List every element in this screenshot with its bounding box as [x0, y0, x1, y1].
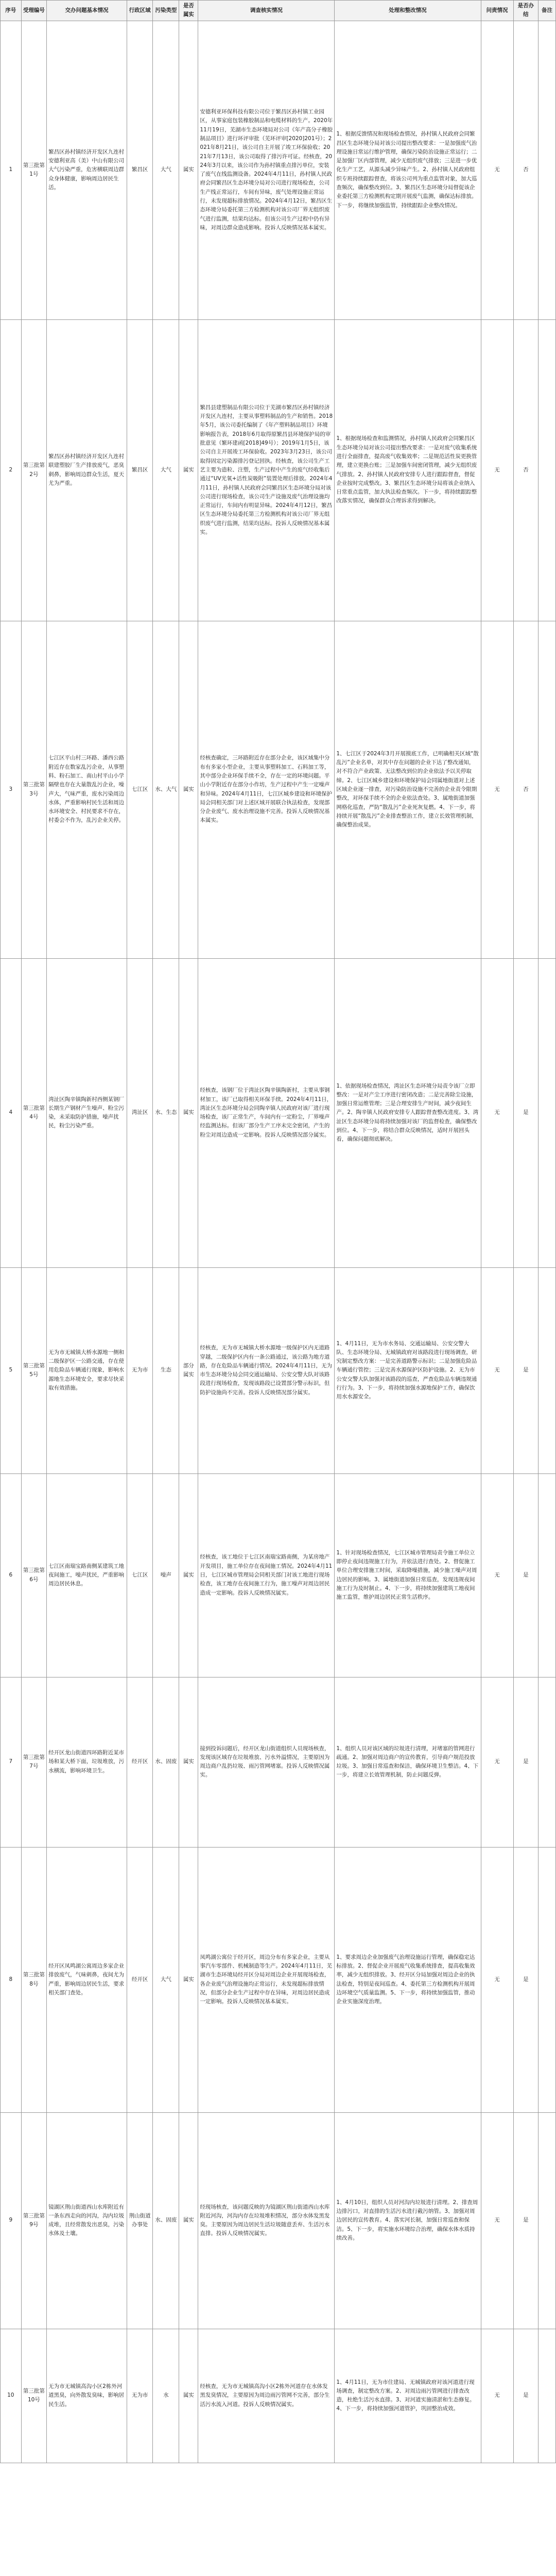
row-issue: 无为市无城镇大桥水源地一侧和二级保护区一公路交通，存在使用危险品车辆通行现象，影响水源地生态环境安全，要求尽快采取有效措施。: [47, 1267, 127, 1473]
row-handling: 1、七江区于2024年3月开展摸底工作，已明确相关区域“散乱污”企业名单，对其中存在问题的企业下达了整改通知，对不符合产业政策、无法整改到位的企业依法予以关停取缔。2、七江区城乡建设和环境保护局会同属地街道对上述区域企业逐一排查，对污染防治设施不完善的企业责令限期整改，对环保手续不全的企业依法查处。3、属地街道加强网格化巡查，严防“散乱污”企业死灰复燃。4、下一步，将持续开展“散乱污”企业排查整治工作，建立长效管理机制，确保整治成果。: [335, 621, 481, 958]
row-accountability: 无: [481, 319, 513, 621]
row-note: [538, 1267, 556, 1473]
table-row: [1, 621, 556, 958]
row-closed: 是: [513, 2112, 538, 2329]
table-row: [1, 2329, 556, 2463]
row-region: 经开区: [127, 1847, 153, 2112]
row-investigation: 经现场核查，该问题反映的为镜湖区荆山街道西山水库附近河沟，河沟内存在垃圾堆积情况，部分水体发黑发臭。主要原因为周边居民生活垃圾随意丢弃、生活污水直排。投诉人反映情况属实。: [198, 2112, 335, 2329]
row-handling: 1、要求周边企业加强废气治理设施运行管理，确保稳定达标排放。2、督促企业开展废气收集系统排查，提高收集效率，减少无组织排放。3、经开区分局加强对周边企业的执法检查，特别是夜间巡查。4、委托第三方检测机构开展周边环境空气质量监测。5、下一步，将持续加强监管，推动企业实施深度治理。: [335, 1847, 481, 2112]
row-type: 水、固废: [153, 2112, 179, 2329]
table-row: [1, 319, 556, 621]
table-row: [1, 1267, 556, 1473]
row-issue: 经开区龙山街道四环路附近某市场和某大桥下面，垃圾堆放，污水横流，影响环境卫生。: [47, 1677, 127, 1847]
row-issue: 经开区凤鸣湖公寓周边多家企业排放废气，气味刺鼻，夜间尤为严重，影响周边居民生活，要求相关部门查处。: [47, 1847, 127, 2112]
row-handling: 1、4月10日，组织人员对河沟内垃圾进行清理。2、排查周边排污口，对直排的生活污水进行截污纳管。3、加强对周边居民的宣传教育。4、落实河长制，加强日常巡查和保洁。5、下一步，将实施水环境综合治理，确保水体水质持续改善。: [335, 2112, 481, 2329]
row-true: 属实: [179, 2329, 198, 2463]
row-closed: 是: [513, 2329, 538, 2463]
row-handling: 1、针对现场检查情况，七江区城市管理局责令施工单位立即停止夜间违规施工行为，并依法进行查处。2、督促施工单位合理安排施工时间，采取降噪措施，减少施工噪声对周边居民的影响。3、属地街道加强日常巡查，发现违规夜间施工行为及时制止。4、下一步，将持续加强建筑工地夜间施工监管，维护周边居民正常生活秩序。: [335, 1473, 481, 1677]
row-closed: 是: [513, 1847, 538, 2112]
row-region: 繁昌区: [127, 21, 153, 319]
header-type: 污染类型: [153, 1, 179, 21]
row-investigation: 经核查，该工地位于七江区南瑞宝路南侧，为某房地产开发项目，施工单位存在夜间施工情况。2024年4月11日，七江区城市管理局会同相关部门对该工地进行现场检查，该工地存在夜间施工行为，施工噪声对周边居民造成一定影响。投诉人反映情况属实。: [198, 1473, 335, 1677]
row-investigation: 经核查确定，三环路附近存在部分企业，该区域集中分布有多家小型企业，主要从事塑料加工、石料加工等，其中部分企业环保手续不全，存在一定的环境问题。平山小学附近存在部分小作坊，生产过程中产生一定噪声和异味。2024年4月11日，七江区城乡建设和环境保护局会同相关部门对上述区域开展联合执法检查，发现部分企业废气、废水治理设施不完善。投诉人反映情况基本属实。: [198, 621, 335, 958]
row-note: [538, 2329, 556, 2463]
row-region: 七江区: [127, 621, 153, 958]
row-accountability: 无: [481, 1267, 513, 1473]
row-closed: 是: [513, 1677, 538, 1847]
row-closed: 是: [513, 1473, 538, 1677]
row-id: 第三批第8号: [21, 1847, 47, 2112]
row-true: 属实: [179, 1473, 198, 1677]
row-accountability: 无: [481, 1677, 513, 1847]
row-region: 湾沚区: [127, 958, 153, 1267]
row-true: 属实: [179, 1677, 198, 1847]
row-issue: 七江区南瑞宝路南侧某建筑工地夜间施工，噪声扰民，严重影响周边居民休息。: [47, 1473, 127, 1677]
row-no: 1: [1, 21, 22, 319]
row-type: 大气: [153, 1847, 179, 2112]
row-note: [538, 1847, 556, 2112]
header-closed: 是否办结: [513, 1, 538, 21]
table-row: [1, 1677, 556, 1847]
row-note: [538, 2112, 556, 2329]
row-investigation: 经核查，无为市无城镇大桥水源地一级保护区内无道路穿越，二级保护区内有一条公路通过，该公路为地方道路，存在危险品车辆通行情况。2024年4月11日，无为市生态环境分局会同交通运输局、公安交警大队对该路段进行现场检查，发现该路段已设置部分警示标识，但防护设施尚不完善。投诉人反映情况部分属实。: [198, 1267, 335, 1473]
table-row: [1, 1847, 556, 2112]
row-issue: 七江区平山村三环路、潘西公路附近存在数家乱污企业，从事塑料、粉石加工、南山村平山小学隔壁也存在大量散乱污企业，噪声大，气味严重，废水污染周边水体，严重影响村民生活和周边水环境安全、村民要求不存在，村委会不作为，乱污企业关停。: [47, 621, 127, 958]
row-id: 第三批第5号: [21, 1267, 47, 1473]
row-note: [538, 21, 556, 319]
row-id: 第三批第9号: [21, 2112, 47, 2329]
row-closed: 否: [513, 21, 538, 319]
row-id: 第三批第1号: [21, 21, 47, 319]
row-region: 经开区: [127, 1677, 153, 1847]
row-region: 无为市: [127, 1267, 153, 1473]
header-issue: 交办问题基本情况: [47, 1, 127, 21]
row-no: 6: [1, 1473, 22, 1677]
row-note: [538, 621, 556, 958]
row-no: 9: [1, 2112, 22, 2329]
row-handling: 1、依据现场检查情况，湾沚区生态环境分局责令该厂立即整改：一是对产尘工序进行密闭改造；二是完善除尘设施，加强日常运维管理；三是合理安排生产时间，减少夜间生产。2、陶辛镇人民政府安排专人跟踪督查整改进度。3、湾沚区生态环境分局将持续加强对该厂的监督检查，确保整改到位。4、下一步，将结合群众反映情况，适时开展回头看，确保问题彻底解决。: [335, 958, 481, 1267]
row-region: 七江区: [127, 1473, 153, 1677]
row-accountability: 无: [481, 21, 513, 319]
row-true: 部分属实: [179, 1267, 198, 1473]
row-handling: 1、根据现场检查和监测情况，孙村镇人民政府会同繁昌区生态环境分局对该公司提出整改要求：一是对废气收集系统进行全面排查，提高废气收集效率；二是规范活性炭更换管理，建立更换台账；三是加强车间密闭管理，减少无组织废气排放。2、孙村镇人民政府安排专人进行跟踪督查，督促企业按时完成整改。3、繁昌区生态环境分局将该企业纳入日常重点监管，加大执法检查频次。下一步，将持续跟踪整改落实情况，确保群众合理诉求得到解决。: [335, 319, 481, 621]
header-true: 是否属实: [179, 1, 198, 21]
header-row: [1, 1, 556, 21]
row-accountability: 无: [481, 2329, 513, 2463]
row-handling: 1、组织人员对该区域的垃圾进行清理，对堵塞的管网进行疏通。2、加强对周边商户的宣传教育，引导商户规范投放垃圾。3、加强日常巡查和保洁，确保环境卫生整洁。4、下一步，将建立长效管理机制，防止问题反弹。: [335, 1677, 481, 1847]
row-no: 10: [1, 2329, 22, 2463]
row-type: 噪声: [153, 1473, 179, 1677]
row-region: 繁昌区: [127, 319, 153, 621]
row-accountability: 无: [481, 1847, 513, 2112]
header-no: 序号: [1, 1, 22, 21]
row-note: [538, 958, 556, 1267]
row-true: 属实: [179, 21, 198, 319]
row-true: 属实: [179, 319, 198, 621]
row-no: 2: [1, 319, 22, 621]
row-region: 无为市: [127, 2329, 153, 2463]
table-row: [1, 958, 556, 1267]
row-issue: 繁昌区孙村镇经济开发区九连村联建塑胶厂生产排放废气，恶臭刺鼻，影响周边群众生活，夏天尤为严重。: [47, 319, 127, 621]
row-accountability: 无: [481, 958, 513, 1267]
row-handling: 1、4月11日，无为市住建局、无城镇政府对该河道进行现场调查，制定整改方案。2、对周边雨污管网进行排查改造，杜绝生活污水直排。3、对河道实施清淤和生态修复。4、下一步，将持续加强河道管护，巩固整治成效。: [335, 2329, 481, 2463]
header-region: 行政区域: [127, 1, 153, 21]
row-closed: 否: [513, 621, 538, 958]
row-investigation: 接到投诉问题后，经开区龙山街道组织人员现场核查，发现该区域存在垃圾堆放、污水外溢情况，主要原因为周边商户乱扔垃圾、雨污管网堵塞。投诉人反映情况属实。: [198, 1677, 335, 1847]
row-id: 第三批第7号: [21, 1677, 47, 1847]
row-investigation: 安德利亚环保科技有限公司位于繁昌区孙村镇工业园区，从事家庭包装橡胶制品和电缆材料的生产。2020年11月19日，芜湖市生态环境局对公司《年产高分子橡胶制品项目》进行环评审批（芜环评审[2020]201号）；2021年8月21日，该公司自主开展了竣工环保验收；2021年7月13日，该公司取得了排污许可证。经核查，2024年3月以来，该公司作为孙村镇重点排污单位，安装了废气在线监测设备。2024年4月11日，孙村镇人民政府会同繁昌区生态环境分局对公司进行现场检查，公司生产线正常运行，车间有异味，废气处理设施正常运行，未发现超标排放情况。2024年4月12日，繁昌区生态环境分局委托第三方检测机构对该公司厂界无组织废气进行监测，结果均达标。但该公司生产过程中仍有异味，对周边群众造成影响。投诉人反映情况基本属实。: [198, 21, 335, 319]
row-id: 第三批第2号: [21, 319, 47, 621]
row-investigation: 经核查，该钢厂位于湾沚区陶辛镇陶新村，主要从事钢材加工，该厂已取得相关环保手续。2024年4月11日，湾沚区生态环境分局会同陶辛镇人民政府对该厂进行现场检查，该厂正常生产，车间内有一定粉尘，厂界噪声经监测达标。但该厂部分生产工序未完全密闭，产生的粉尘对周边造成一定影响。投诉人反映情况部分属实。: [198, 958, 335, 1267]
row-closed: 否: [513, 319, 538, 621]
row-handling: 1、根据反馈情况和现场检查情况，孙村镇人民政府会同繁昌区生态环境分局对该公司提出整改要求：一是加强废气治理设施日常运行维护管理，确保污染防治设施正常运行；二是加强厂区内部管理，减少无组织废气排放；三是进一步优化生产工艺，从源头减少异味产生。2、孙村镇人民政府组织专班持续跟踪督查，将该公司列为重点监管对象，加大巡查频次，确保整改到位。3、繁昌区生态环境分局督促该企业委托第三方检测机构定期开展废气监测，确保达标排放。下一步，将继续加强监管，持续跟踪企业整改情况。: [335, 21, 481, 319]
header-accountability: 问责情况: [481, 1, 513, 21]
table-row: [1, 2112, 556, 2329]
row-type: 水、固废: [153, 1677, 179, 1847]
row-no: 4: [1, 958, 22, 1267]
table-row: [1, 1473, 556, 1677]
row-type: 大气: [153, 319, 179, 621]
row-issue: 繁昌区孙村镇经济开发区九连村安德利亚高（美）中山有限公司大气污染严重，危害横联周边群众身体健康，影响周边居民生活。: [47, 21, 127, 319]
header-id: 受理编号: [21, 1, 47, 21]
row-id: 第三批第10号: [21, 2329, 47, 2463]
row-accountability: 无: [481, 621, 513, 958]
row-investigation: 凤鸣湖公寓位于经开区，周边分布有多家企业，主要从事汽车零部件、机械制造等生产。2024年4月11日，芜湖市生态环境局经开区分局对周边企业开展现场检查，各企业废气治理设施均正常运行，未发现超标排放情况，但部分企业生产过程中存在异味，对周边居民造成一定影响。投诉人反映情况基本属实。: [198, 1847, 335, 2112]
header-note: 备注: [538, 1, 556, 21]
row-issue: 镜湖区荆山街道西山水库附近有一条东西走向的河沟，沟内垃圾成堆，且经常散发出恶臭，污染水体及土壤。: [47, 2112, 127, 2329]
row-region: 荆山街道办事处: [127, 2112, 153, 2329]
row-no: 7: [1, 1677, 22, 1847]
table-row: [1, 21, 556, 319]
row-issue: 湾沚区陶辛镇陶新村西侧某钢厂长期生产钢材产生噪声、粉尘污染，未采取防护措施，噪声扰民，粉尘污染严重。: [47, 958, 127, 1267]
row-true: 属实: [179, 2112, 198, 2329]
row-id: 第三批第6号: [21, 1473, 47, 1677]
row-accountability: 无: [481, 1473, 513, 1677]
row-investigation: 经核查，无为市无城镇高沟小区2栋外河道存在水体发黑发臭情况，主要原因为周边雨污管网不完善，部分生活污水流入河道。投诉人反映情况属实。: [198, 2329, 335, 2463]
header-handling: 处理和整改情况: [335, 1, 481, 21]
row-closed: 是: [513, 958, 538, 1267]
row-handling: 1、4月11日，无为市水务局、交通运输局、公安交警大队、生态环境分局、无城镇政府对该路段进行现场调查，研究制定整改方案：一是完善道路警示标识；二是加强危险品车辆通行管控；三是完善水源保护区防护设施。2、无为市公安交警大队加强对该路段的巡查，严查危险品车辆违规通行行为。3、下一步，将持续加强水源地保护工作，确保饮用水水源安全。: [335, 1267, 481, 1473]
row-id: 第三批第4号: [21, 958, 47, 1267]
row-type: 大气: [153, 21, 179, 319]
row-note: [538, 1677, 556, 1847]
row-note: [538, 1473, 556, 1677]
row-no: 3: [1, 621, 22, 958]
header-investigation: 调查核实情况: [198, 1, 335, 21]
row-true: 属实: [179, 958, 198, 1267]
row-note: [538, 319, 556, 621]
row-no: 8: [1, 1847, 22, 2112]
row-accountability: 无: [481, 2112, 513, 2329]
row-type: 水: [153, 2329, 179, 2463]
row-true: 属实: [179, 621, 198, 958]
row-type: 水、生态: [153, 958, 179, 1267]
row-true: 属实: [179, 1847, 198, 2112]
row-type: 生态: [153, 1267, 179, 1473]
row-id: 第三批第3号: [21, 621, 47, 958]
row-issue: 无为市无城镇高沟小区2栋外河道黑臭，向外散发臭味，影响居民生活。: [47, 2329, 127, 2463]
row-closed: 是: [513, 1267, 538, 1473]
row-no: 5: [1, 1267, 22, 1473]
row-type: 水、大气: [153, 621, 179, 958]
row-investigation: 繁昌县建塑制品有限公司位于芜湖市繁昌区孙村镇经济开发区九连村，主要从事塑料制品的生产和销售。2018年5月，该公司委托编制了《年产塑料制品项目》环境影响报告表，2018年6月取得原繁昌县环境保护局的审批意见（繁环建函[2018]49号）；2019年1月5日，该公司自主开展竣工环保验收。2023年3月23日，该公司取得固定污染源排污登记回执。经核查，该公司生产工艺主要为造粒、注塑，生产过程中产生的废气经收集后通过“UV光氧+活性炭吸附”装置处理后排放。2024年4月11日，孙村镇人民政府会同繁昌区生态环境分局对该公司进行现场检查，该公司生产设施及废气治理设施均正常运行，车间内有明显异味。2024年4月12日，繁昌区生态环境分局委托第三方检测机构对该公司厂界无组织废气进行监测，结果均达标。投诉人反映情况基本属实。: [198, 319, 335, 621]
